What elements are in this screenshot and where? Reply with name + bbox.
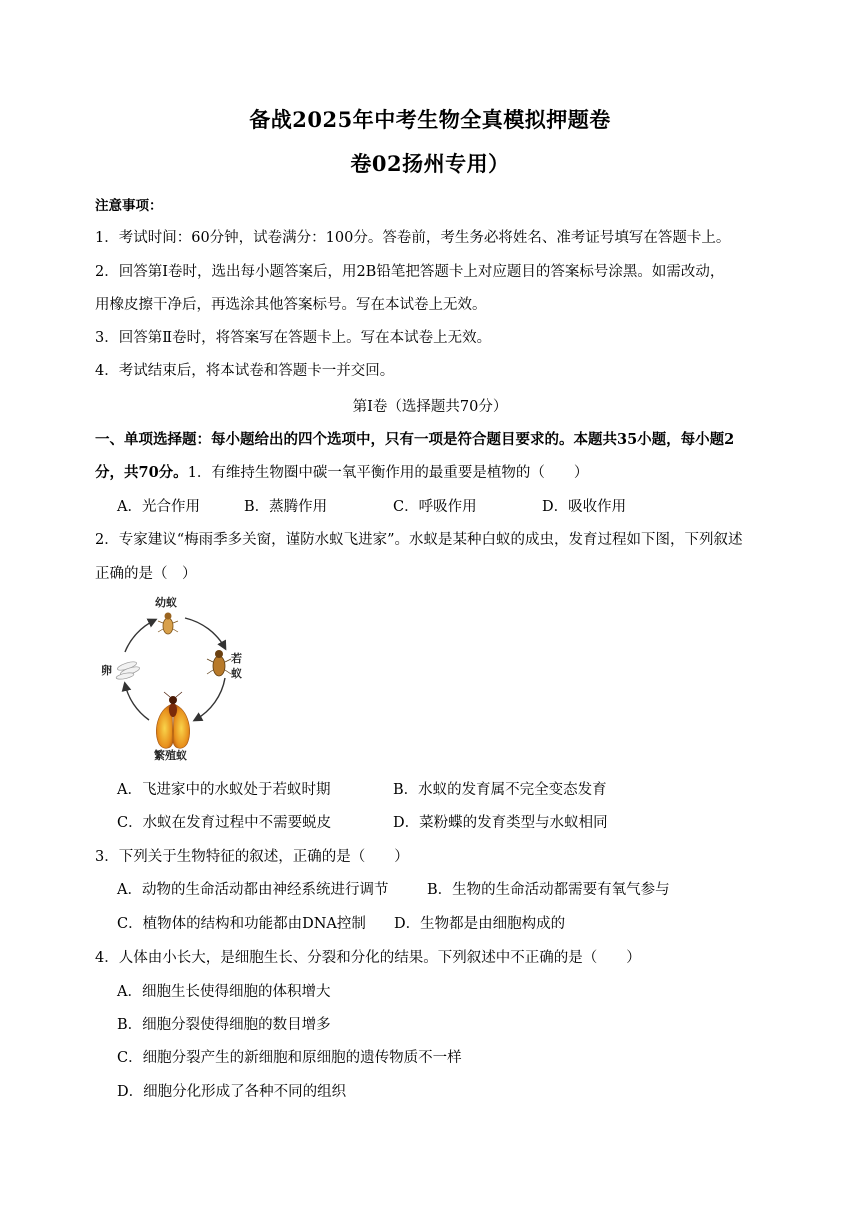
q1-option-c[interactable]: C．呼吸作用: [393, 499, 477, 515]
exam-title: 备战2025年中考生物全真模拟押题卷: [249, 107, 611, 132]
stage-label-reproductive: 繁殖蚁: [154, 749, 187, 762]
q1-option-b[interactable]: B．蒸腾作用: [244, 499, 328, 515]
q2-stem-cont: 正确的是（ ）: [95, 566, 197, 582]
q3-option-a[interactable]: A．动物的生命活动都由神经系统进行调节: [117, 882, 389, 898]
q3-option-d[interactable]: D．生物都是由细胞构成的: [394, 916, 566, 932]
q2-option-a[interactable]: A．飞进家中的水蚁处于若蚁时期: [117, 782, 331, 798]
exam-subtitle: 卷02扬州专用）: [350, 151, 510, 176]
notice-heading: 注意事项：: [95, 198, 163, 214]
larva-illustration: [158, 613, 178, 635]
q4-stem: 4．人体由小长大，是细胞生长、分裂和分化的结果。下列叙述中不正确的是（ ）: [95, 950, 641, 966]
q4-option-a[interactable]: A．细胞生长使得细胞的体积增大: [117, 984, 331, 1000]
q1-option-a[interactable]: A．光合作用: [117, 499, 200, 515]
q3-stem: 3．下列关于生物特征的叙述，正确的是（ ）: [95, 849, 409, 865]
section-intro: 一、单项选择题：每小题给出的四个选项中，只有一项是符合题目要求的。本题共35小题，每小题2: [95, 431, 735, 448]
section-title: 第Ⅰ卷（选择题共70分）: [352, 399, 508, 415]
arrow-nymph-to-reproductive: [195, 678, 225, 720]
q1-stem: 1．有维持生物圈中碳一氧平衡作用的最重要是植物的（ ）: [187, 465, 589, 481]
egg-illustration: [116, 660, 141, 680]
notice-item-4: 4．考试结束后，将本试卷和答题卡一并交回。: [95, 363, 395, 379]
notice-item-2: 2．回答第Ⅰ卷时，选出每小题答案后，用2B铅笔把答题卡上对应题目的答案标号涂黑。如需改动，: [95, 264, 725, 280]
nymph-illustration: [207, 650, 231, 676]
notice-item-2-cont: 用橡皮擦干净后，再选涂其他答案标号。写在本试卷上无效。: [95, 297, 487, 313]
q4-option-d[interactable]: D．细胞分化形成了各种不同的组织: [117, 1084, 347, 1100]
reproductive-termite-illustration: [156, 692, 189, 748]
arrow-reproductive-to-egg: [125, 684, 149, 720]
q3-option-c[interactable]: C．植物体的结构和功能都由DNA控制: [117, 916, 366, 932]
notice-item-1: 1．考试时间：60分钟，试卷满分：100分。答卷前，考生务必将姓名、准考证号填写在答题卡上。: [95, 230, 731, 246]
q1-option-d[interactable]: D．吸收作用: [542, 499, 627, 515]
q2-option-b[interactable]: B．水蚁的发育属不完全变态发育: [393, 782, 607, 798]
notice-item-3: 3．回答第Ⅱ卷时，将答案写在答题卡上。写在本试卷上无效。: [95, 330, 492, 346]
arrow-egg-to-larva: [125, 620, 155, 652]
arrow-larva-to-nymph: [185, 618, 225, 648]
stage-label-larva: 幼蚁: [155, 596, 177, 609]
stage-label-nymph-2: 蚁: [231, 667, 242, 680]
q4-option-b[interactable]: B．细胞分裂使得细胞的数目增多: [117, 1017, 331, 1033]
q4-option-c[interactable]: C．细胞分裂产生的新细胞和原细胞的遗传物质不一样: [117, 1050, 462, 1066]
section-intro-cont: [95, 461, 588, 482]
q2-option-c[interactable]: C．水蚁在发育过程中不需要蜕皮: [117, 815, 332, 831]
q3-option-b[interactable]: B．生物的生命活动都需要有氧气参与: [427, 882, 670, 898]
termite-lifecycle-diagram: [97, 592, 257, 762]
stage-label-nymph-1: 若: [231, 652, 242, 665]
stage-label-egg: 卵: [101, 664, 112, 677]
q2-option-d[interactable]: D．菜粉蝶的发育类型与水蚁相同: [393, 815, 608, 831]
section-intro-score: 分，共70分。: [95, 464, 188, 481]
q2-stem: 2．专家建议“梅雨季多关窗，谨防水蚁飞进家”。水蚁是某种白蚁的成虫，发育过程如下图，下列叙述: [95, 532, 743, 548]
